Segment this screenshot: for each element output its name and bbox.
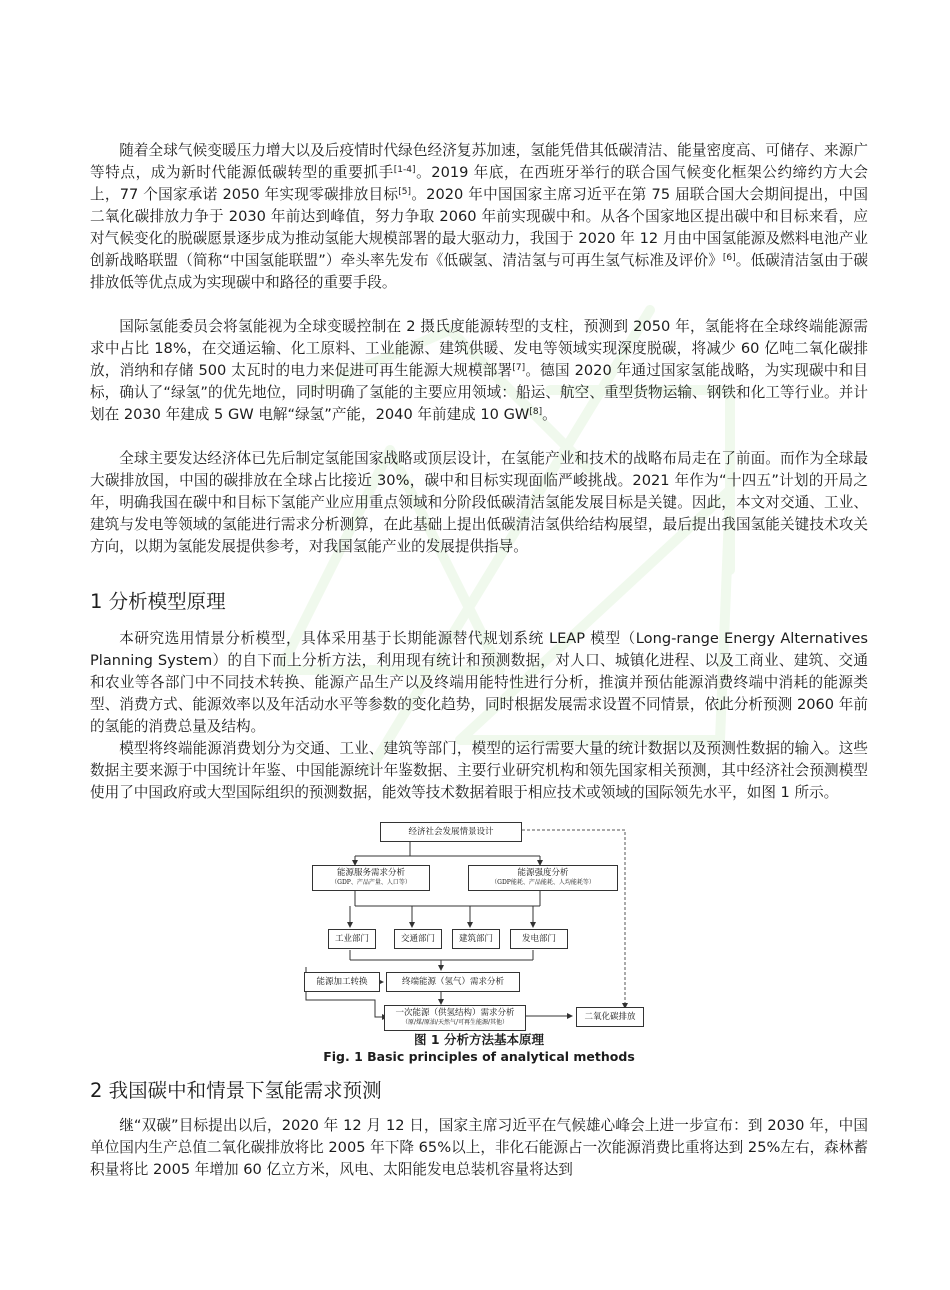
- flow-box-sublabel: （原/煤/原油/天然气/可再生能源/其他）: [401, 1019, 509, 1026]
- flow-box-conversion: 能源加工转换: [304, 972, 380, 992]
- flow-box-intensity: [468, 865, 618, 891]
- flow-box-co2: 二氧化碳排放: [576, 1007, 644, 1027]
- citation-ref: [7]: [512, 363, 526, 373]
- paragraph-intro-2: 国际氢能委员会将氢能视为全球变暖控制在 2 摄氏度能源转型的支柱，预测到 2050 年，氢能将在全球终端能源需求中占比 18%，在交通运输、化工原料、工业能源、建筑供暖、发电等领域实现深度脱碳，将减少 60 亿吨二氧化碳排放，消纳和存储 500 太瓦时的电力来促进可再生能源大规模部署[7]。德国 2020 年通过国家氢能战略，为实现碳中和目标，确认了“绿氢”的优先地位，同时明确了氢能的主要应用领域：船运、航空、重型货物运输、钢铁和化工等行业。并计划在 2030 年建成 5 GW 电解“绿氢”产能，2040 年前建成 10 GW[8]。: [90, 318, 869, 423]
- figure-caption-en: Fig. 1 Basic principles of analytical methods: [323, 1049, 635, 1064]
- figure-1-flowchart: [300, 822, 650, 1032]
- flow-box-sector-transport: 交通部门: [394, 929, 442, 949]
- citation-ref: [5]: [398, 187, 412, 197]
- citation-ref: [6]: [722, 253, 736, 263]
- section-heading-1: 1 分析模型原理: [90, 590, 226, 613]
- flow-box-sublabel: （GDP能耗、产品能耗、人均能耗等）: [491, 879, 595, 886]
- paragraph-model-1: 本研究选用情景分析模型，具体采用基于长期能源替代规划系统 LEAP 模型（Long-range Energy Alternatives Planning System）的自下而上分析方法，利用现有统计和预测数据，对人口、城镇化进程、以及工商业、建筑、交通和农业等各部门中不同技术转换、能源产品生产以及终端用能特性进行分析，推演并预估能源消费终端中消耗的能源类型、消费方式、能源效率以及年活动水平等参数的变化趋势，同时根据发展需求设置不同情景，依此分析预测 2060 年前的氢能的消费总量及结构。: [90, 630, 868, 735]
- flow-box-sector-building: 建筑部门: [452, 929, 500, 949]
- flow-box-sector-power: 发电部门: [510, 929, 568, 949]
- paragraph-demand-1: 继“双碳”目标提出以后，2020 年 12 月 12 日，国家主席习近平在气候雄心峰会上进一步宣布：到 2030 年，中国单位国内生产总值二氧化碳排放将比 2005 年下降 65%以上，非化石能源占一次能源消费比重将达到 25%左右，森林蓄积量将比 2005 年增加 60 亿立方米，风电、太阳能发电总装机容量将达到: [90, 1117, 868, 1178]
- flow-box-service-demand: [312, 865, 430, 891]
- citation-ref: [8]: [529, 407, 543, 417]
- paragraph-model-2: 模型将终端能源消费划分为交通、工业、建筑等部门，模型的运行需要大量的统计数据以及预测性数据的输入。这些数据主要来源于中国统计年鉴、中国能源统计年鉴数据、主要行业研究机构和领先国家相关预测，其中经济社会预测模型使用了中国政府或大型国际组织的预测数据，能效等技术数据着眼于相应技术或领域的国际领先水平，如图 1 所示。: [90, 740, 868, 801]
- flow-box-label: 一次能源（供氢结构）需求分析: [395, 1008, 515, 1018]
- flow-box-sector-industry: 工业部门: [328, 929, 376, 949]
- flow-box-sublabel: （GDP、产品产量、人口等）: [331, 879, 411, 886]
- flow-box-label: 能源强度分析: [517, 868, 569, 878]
- flow-box-primary-demand: [384, 1005, 526, 1031]
- section-heading-2: 2 我国碳中和情景下氢能需求预测: [90, 1079, 382, 1102]
- flow-box-top: 经济社会发展情景设计: [380, 822, 522, 842]
- flowchart-connectors: [300, 822, 650, 1032]
- flow-box-label: 能源服务需求分析: [336, 868, 405, 878]
- flow-box-final-demand: 终端能源（氢气）需求分析: [386, 972, 520, 992]
- paragraph-intro-3: 全球主要发达经济体已先后制定氢能国家战略或顶层设计，在氢能产业和技术的战略布局走在了前面。而作为全球最大碳排放国，中国的碳排放在全球占比接近 30%，碳中和目标实现面临严峻挑战。2021 年作为“十四五”计划的开局之年，明确我国在碳中和目标下氢能产业应用重点领域和分阶段低碳清洁氢能发展目标是关键。因此，本文对交通、工业、建筑与发电等领域的氢能进行需求分析测算，在此基础上提出低碳清洁氢供给结构展望，最后提出我国氢能关键技术攻关方向，以期为氢能发展提供参考，对我国氢能产业的发展提供指导。: [90, 450, 868, 555]
- citation-ref: [1-4]: [393, 165, 416, 175]
- figure-caption-cn: 图 1 分析方法基本原理: [414, 1032, 544, 1047]
- paragraph-intro-1: 随着全球气候变暖压力增大以及后疫情时代绿色经济复苏加速，氢能凭借其低碳清洁、能量密度高、可储存、来源广等特点，成为新时代能源低碳转型的重要抓手[1-4]。2019 年底，在西班牙举行的联合国气候变化框架公约缔约方大会上，77 个国家承诺 2050 年实现零碳排放目标[5]。2020 年中国国家主席习近平在第 75 届联合国大会期间提出，中国二氧化碳排放力争于 2030 年前达到峰值，努力争取 2060 年前实现碳中和。从各个国家地区提出碳中和目标来看，应对气候变化的脱碳愿景逐步成为推动氢能大规模部署的最大驱动力，我国于 2020 年 12 月由中国氢能源及燃料电池产业创新战略联盟（简称“中国氢能联盟”）牵头率先发布《低碳氢、清洁氢与可再生氢气标准及评价》[6]。低碳清洁氢由于碳排放低等优点成为实现碳中和路径的重要手段。: [90, 142, 868, 291]
